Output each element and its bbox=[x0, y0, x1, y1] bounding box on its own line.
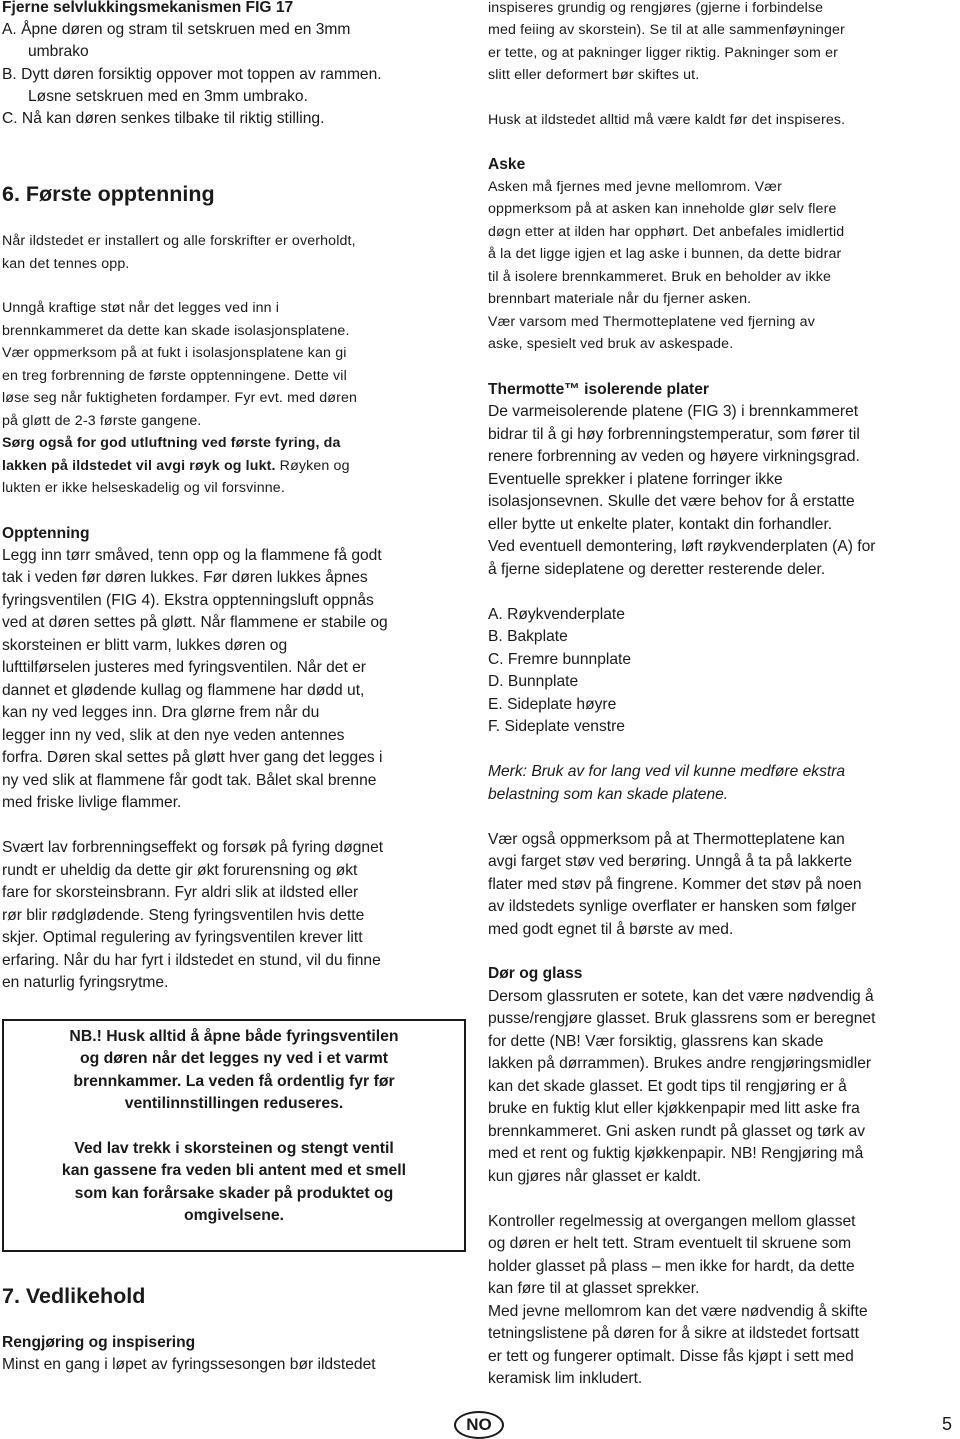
paragraph-line: med feiing av skorstein). Se til at alle sammenføyninger bbox=[488, 22, 845, 38]
section7-heading: 7. Vedlikehold bbox=[2, 1284, 146, 1308]
paragraph-line: Eventuelle sprekker i platene forringer ikke bbox=[488, 471, 783, 488]
paragraph-line: tetningslistene på døren for å sikre at ildstedet fortsatt bbox=[488, 1325, 859, 1342]
paragraph-line: slitt eller deformert bør skiftes ut. bbox=[488, 67, 700, 83]
fig17-step: Løsne setskruen med en 3mm umbrako. bbox=[28, 88, 308, 105]
plate-list-item: F. Sideplate venstre bbox=[488, 718, 625, 735]
paragraph-line: flater med støv på fingrene. Kommer det støv på noen bbox=[488, 876, 862, 893]
thermotte-heading: Thermotte™ isolerende plater bbox=[488, 381, 709, 398]
opptenning-heading: Opptenning bbox=[2, 525, 90, 542]
plate-list-item: A. Røykvenderplate bbox=[488, 606, 625, 623]
paragraph-line: brennkammeret da dette kan skade isolasjonsplatene. bbox=[2, 323, 350, 339]
paragraph-line: Dersom glassruten er sotete, kan det være nødvendig å bbox=[488, 988, 874, 1005]
ventilation-warning: Sørg også for god utluftning ved første fyring, da bbox=[2, 435, 341, 451]
notice-line: NB.! Husk alltid å åpne både fyringsventilen bbox=[69, 1028, 399, 1045]
paragraph-line: fare for skorsteinsbrann. Fyr aldri slik at ildsted eller bbox=[2, 884, 359, 901]
section6-heading: 6. Første opptenning bbox=[2, 182, 215, 206]
paragraph-line: ved at døren settes på gløtt. Når flammene er stabile og bbox=[2, 614, 388, 631]
notice-line: som kan forårsake skader på produktet og bbox=[74, 1185, 394, 1202]
paragraph-line: avgi farget støv ved berøring. Unngå å ta på lakkerte bbox=[488, 853, 853, 870]
paragraph-line: på gløtt de 2-3 første gangene. bbox=[2, 413, 202, 429]
paragraph-line: eller bytte ut enkelte plater, kontakt din forhandler. bbox=[488, 516, 833, 533]
paragraph-line: for dette (NB! Vær forsiktig, glassrens kan skade bbox=[488, 1033, 824, 1050]
paragraph-line: døgn etter at ilden har opphørt. Det anbefales imidlertid bbox=[488, 224, 845, 240]
paragraph-line: keramisk lim inkludert. bbox=[488, 1370, 643, 1387]
paragraph-line: Unngå kraftige støt når det legges ved inn i bbox=[2, 300, 280, 316]
paragraph-line: isolasjonsevnen. Skulle det være behov for å erstatte bbox=[488, 493, 855, 510]
italic-note: belastning som kan skade platene. bbox=[488, 786, 729, 803]
plate-list-item: C. Fremre bunnplate bbox=[488, 651, 632, 668]
paragraph-line: De varmeisolerende platene (FIG 3) i brennkammeret bbox=[488, 403, 859, 420]
paragraph-line: pusse/rengjøre glasset. Bruk glassrens som er beregnet bbox=[488, 1010, 876, 1027]
paragraph-line: brennkammeret. Gni asken rundt på glasset og tørk av bbox=[488, 1123, 866, 1140]
paragraph-line: inspiseres grundig og rengjøres (gjerne i forbindelse bbox=[488, 0, 824, 16]
paragraph-line: rundt er uheldig da dette gir økt forurensning og økt bbox=[2, 862, 358, 879]
paragraph-line: kan det skade glasset. Et godt tips til rengjøring er å bbox=[488, 1078, 847, 1095]
plate-list-item: B. Bakplate bbox=[488, 628, 568, 645]
paragraph-line: Vær oppmerksom på at fukt i isolasjonsplatene kan gi bbox=[2, 345, 347, 361]
paragraph-line: Legg inn tørr småved, tenn opp og la flammene få godt bbox=[2, 547, 382, 564]
paragraph-line: Med jevne mellomrom kan det være nødvendig å skifte bbox=[488, 1303, 868, 1320]
language-badge: NO bbox=[454, 1411, 504, 1439]
notice-line: og døren når det legges ny ved i et varmt bbox=[79, 1050, 389, 1067]
notice-line: Ved lav trekk i skorsteinen og stengt ventil bbox=[74, 1140, 394, 1157]
aske-heading: Aske bbox=[488, 156, 526, 173]
paragraph-line: bruke en fuktig klut eller kjøkkenpapir med litt aske fra bbox=[488, 1100, 860, 1117]
paragraph-line: forfra. Døren skal settes på gløtt hver gang det legges i bbox=[2, 749, 383, 766]
paragraph-line: fyringsventilen (FIG 4). Ekstra opptenningsluft oppnås bbox=[2, 592, 374, 609]
paragraph-line: skorsteinen er blitt varm, lukkes døren og bbox=[2, 637, 288, 654]
paragraph-line: med godt egnet til å børste av med. bbox=[488, 921, 734, 938]
paragraph-line: holder glasset på plass – men ikke for hardt, da dette bbox=[488, 1258, 855, 1275]
paragraph-line: kan føre til at glasset sprekker. bbox=[488, 1280, 700, 1297]
notice-line: brennkammer. La veden få ordentlig fyr før bbox=[73, 1073, 395, 1090]
paragraph-line: aske, spesielt ved bruk av askespade. bbox=[488, 336, 734, 352]
fig17-step: umbrako bbox=[28, 43, 89, 60]
fig17-step: B. Dytt døren forsiktig oppover mot toppen av rammen. bbox=[2, 66, 382, 83]
paragraph-line: lufttilførselen justeres med fyringsventilen. Når det er bbox=[2, 659, 367, 676]
notice-line: kan gassene fra veden bli antent med et smell bbox=[61, 1162, 407, 1179]
paragraph-line: en treg forbrenning de første opptenningene. Dette vil bbox=[2, 368, 347, 384]
paragraph-line: lakken på dørrammen). Brukes andre rengjøringsmidler bbox=[488, 1055, 872, 1072]
paragraph-line: erfaring. Når du har fyrt i ildstedet en stund, vil du finne bbox=[2, 952, 381, 969]
paragraph-line: Minst en gang i løpet av fyringssesongen bør ildstedet bbox=[2, 1356, 376, 1373]
paragraph-line: tak i veden før døren lukkes. Før døren lukkes åpnes bbox=[2, 569, 368, 586]
paragraph-line: Asken må fjernes med jevne mellomrom. Vær bbox=[488, 179, 782, 195]
paragraph-line: Kontroller regelmessig at overgangen mellom glasset bbox=[488, 1213, 856, 1230]
paragraph-line: lukten er ikke helseskadelig og vil forsvinne. bbox=[2, 480, 285, 496]
paragraph-line: rør blir rødglødende. Steng fyringsventilen hvis dette bbox=[2, 907, 365, 924]
fig17-step: A. Åpne døren og stram til setskruen med en 3mm bbox=[2, 21, 351, 38]
plate-list-item: E. Sideplate høyre bbox=[488, 696, 617, 713]
paragraph-line: løse seg når fuktigheten fordamper. Fyr evt. med døren bbox=[2, 390, 358, 406]
paragraph-line: kan det tennes opp. bbox=[2, 256, 130, 272]
paragraph-line: legger inn ny ved, slik at den nye veden antennes bbox=[2, 727, 345, 744]
paragraph-line: Vær også oppmerksom på at Thermotteplatene kan bbox=[488, 831, 845, 848]
paragraph-line: skjer. Optimal regulering av fyringsventilen krever litt bbox=[2, 929, 363, 946]
paragraph-line: å fjerne sideplatene og deretter resterende deler. bbox=[488, 561, 826, 578]
page-number: 5 bbox=[942, 1414, 953, 1434]
ventilation-rest: Røyken og bbox=[275, 458, 350, 474]
paragraph-line: kun gjøres når glasset er kaldt. bbox=[488, 1168, 702, 1185]
paragraph-line: Når ildstedet er installert og alle forskrifter er overholdt, bbox=[2, 233, 356, 249]
plate-list-item: D. Bunnplate bbox=[488, 673, 579, 690]
paragraph-line: brennbart materiale når du fjerner asken. bbox=[488, 291, 752, 307]
ventilation-bold: lakken på ildstedet vil avgi røyk og lukt. bbox=[2, 458, 276, 474]
paragraph-line: til å isolere brennkammeret. Bruk en beholder av ikke bbox=[488, 269, 832, 285]
paragraph-line: med et rent og fuktig kjøkkenpapir. NB! Rengjøring må bbox=[488, 1145, 864, 1162]
fig17-heading: Fjerne selvlukkingsmekanismen FIG 17 bbox=[2, 0, 294, 16]
fig17-step: C. Nå kan døren senkes tilbake til riktig stilling. bbox=[2, 110, 325, 127]
italic-note: Merk: Bruk av for lang ved vil kunne medføre ekstra bbox=[488, 763, 846, 780]
paragraph-line: er tette, og at pakninger ligger riktig. Pakninger som er bbox=[488, 45, 839, 61]
paragraph-line: Svært lav forbrenningseffekt og forsøk på fyring døgnet bbox=[2, 839, 384, 856]
paragraph-line: å la det ligge igjen et lag aske i bunnen, da dette bidrar bbox=[488, 246, 842, 262]
paragraph-line: Vær varsom med Thermotteplatene ved fjerning av bbox=[488, 314, 815, 330]
paragraph-line: ny ved slik at flammene får godt tak. Bålet skal brenne bbox=[2, 772, 377, 789]
cold-note: Husk at ildstedet alltid må være kaldt før det inspiseres. bbox=[488, 112, 846, 128]
ventilation-warning-line bbox=[2, 459, 350, 473]
paragraph-line: renere forbrenning av veden og høyere virkningsgrad. bbox=[488, 448, 860, 465]
paragraph-line: bidrar til å gi høy forbrenningstemperatur, som fører til bbox=[488, 426, 860, 443]
paragraph-line: dannet et glødende kullag og flammene har dødd ut, bbox=[2, 682, 365, 699]
paragraph-line: er tett og fungerer optimalt. Disse fås kjøpt i sett med bbox=[488, 1348, 854, 1365]
paragraph-line: med friske livlige flammer. bbox=[2, 794, 182, 811]
paragraph-line: kan ny ved legges inn. Dra glørne frem når du bbox=[2, 704, 320, 721]
safety-notice-box bbox=[2, 1019, 466, 1252]
notice-line: omgivelsene. bbox=[183, 1207, 285, 1224]
cleaning-heading: Rengjøring og inspisering bbox=[2, 1334, 196, 1351]
paragraph-line: og døren er helt tett. Stram eventuelt til skruene som bbox=[488, 1235, 852, 1252]
paragraph-line: av ildstedets synlige overflater er hansken som følger bbox=[488, 898, 857, 915]
glass-heading: Dør og glass bbox=[488, 965, 583, 982]
paragraph-line: en naturlig fyringsrytme. bbox=[2, 974, 169, 991]
notice-line: ventilinnstillingen reduseres. bbox=[124, 1095, 344, 1112]
paragraph-line: oppmerksom på at asken kan inneholde glør selv flere bbox=[488, 201, 837, 217]
paragraph-line: Ved eventuell demontering, løft røykvenderplaten (A) for bbox=[488, 538, 876, 555]
